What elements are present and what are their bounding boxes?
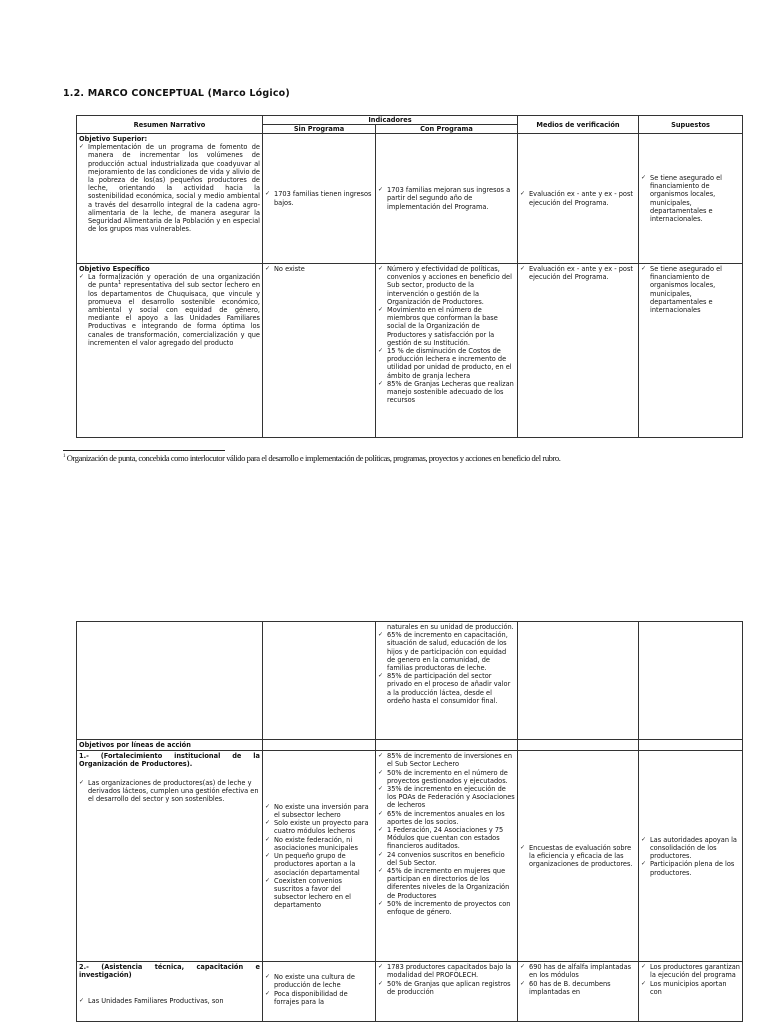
list-item: ✓ 50% de incremento de proyectos con enfoque de género. bbox=[378, 900, 515, 916]
list-item: ✓ Los productores garantizan la ejecución del programa bbox=[641, 963, 740, 979]
row-objetivo-superior bbox=[77, 134, 743, 264]
list-item: ✓ Evaluación ex - ante y ex - post ejecución del Programa. bbox=[520, 265, 636, 281]
list-item: ✓ Evaluación ex - ante y ex - post ejecución del Programa. bbox=[520, 190, 636, 206]
logical-framework-table-continued bbox=[76, 621, 743, 1022]
list-item: ✓ Solo existe un proyecto para cuatro módulos lecheros bbox=[265, 819, 373, 835]
footnote-ref: 1 bbox=[118, 280, 122, 287]
header-resumen: Resumen Narrativo bbox=[77, 116, 263, 134]
row-title: Objetivo Específico bbox=[79, 265, 150, 273]
row-lineas-title bbox=[77, 740, 743, 751]
list-item: ✓ Las autoridades apoyan la consolidación de los productores. bbox=[641, 836, 740, 861]
list-item: ✓ 45% de incremento en mujeres que participan en directorios de los diferentes niveles de la Organización de Productores bbox=[378, 867, 515, 900]
cell-sin-linea2 bbox=[263, 962, 376, 1022]
list-item: ✓ Los municipios aportan con bbox=[641, 980, 740, 996]
list-item: ✓ 690 has de alfalfa implantadas en los módulos bbox=[520, 963, 636, 979]
list-item: ✓ 24 convenios suscritos en beneficio del Sub Sector. bbox=[378, 851, 515, 867]
lineas-title: Objetivos por líneas de acción bbox=[77, 740, 263, 751]
cell-con-linea2 bbox=[376, 962, 518, 1022]
cell-supuestos-superior bbox=[639, 134, 743, 264]
list-item: ✓ 85% de participación del sector privado en el proceso de añadir valor a la producción láctea, desde el ordeño hasta el consumidor final. bbox=[378, 672, 515, 705]
row-title: 2.- (Asistencia técnica, capacitación e investigación) bbox=[79, 963, 260, 980]
cell-supuestos-linea1 bbox=[639, 751, 743, 962]
footnote bbox=[63, 453, 753, 463]
list-item: ✓ No existe federación, ni asociaciones municipales bbox=[265, 836, 373, 852]
cell-resumen-especifico bbox=[77, 264, 263, 438]
footnote-text: Organización de punta, concebida como interlocutor válido para el desarrollo e implementación de políticas, programas, proyectos y acciones en beneficio del rubro. bbox=[65, 453, 561, 463]
list-item: ✓ 35% de incremento en ejecución de los POAs de Federación y Asociaciones de lecheros bbox=[378, 785, 515, 810]
header-indicadores: Indicadores bbox=[263, 116, 518, 125]
header-con-programa: Con Programa bbox=[376, 125, 518, 134]
list-item: ✓ 1783 productores capacitados bajo la modalidad del PROFOLECH. bbox=[378, 963, 515, 979]
list-item: ✓ La formalización y operación de una organización de punta$^1$ representativa del sub sector lechero en los departamentos de Chuquisaca, que vincule y promueva el desarrollo sostenible económico, ambiental y social con equidad de género, mediante el apoyo a las Unidades Familiares Productivas e integrando de forma óptima los canales de transformación, comercialización y que incrementen el valor agregado del producto bbox=[79, 273, 260, 347]
row-objetivo-especifico bbox=[77, 264, 743, 438]
row-linea-2 bbox=[77, 962, 743, 1022]
cell-sin-linea1 bbox=[263, 751, 376, 962]
list-item: ✓ Se tiene asegurado el financiamiento de organismos locales, municipales, departamentales e internacionales bbox=[641, 265, 740, 314]
cell-empty bbox=[263, 622, 376, 740]
cell-con-continuation bbox=[376, 622, 518, 740]
cell-empty bbox=[77, 622, 263, 740]
list-item: ✓ Coexisten convenios suscritos a favor del subsector lechero en el departamento bbox=[265, 877, 373, 910]
list-item: naturales en su unidad de producción. bbox=[387, 623, 514, 631]
list-item: ✓ 85% de incremento de inversiones en el Sub Sector Lechero bbox=[378, 752, 515, 768]
logical-framework-table bbox=[76, 115, 743, 438]
row-continuation bbox=[77, 622, 743, 740]
list-item: ✓ 1703 familias mejoran sus ingresos a partir del segundo año de implementación del Programa. bbox=[378, 186, 515, 211]
list-item: ✓ 1703 familias tienen ingresos bajos. bbox=[265, 190, 373, 206]
list-item: ✓ 50% de Granjas que aplican registros de producción bbox=[378, 980, 515, 996]
cell-empty bbox=[518, 622, 639, 740]
list-item: ✓ Movimiento en el número de miembros que conforman la base social de la Organización de Productores y satisfacción por la gestión de su Institución. bbox=[378, 306, 515, 347]
header-supuestos: Supuestos bbox=[639, 116, 743, 134]
list-item: ✓ Participación plena de los productores. bbox=[641, 860, 740, 876]
cell-resumen-linea2 bbox=[77, 962, 263, 1022]
cell-sin-superior bbox=[263, 134, 376, 264]
list-item: ✓ 15 % de disminución de Costos de producción lechera e incremento de utilidad por unidad de producto, en el ámbito de granja lechera bbox=[378, 347, 515, 380]
list-item: ✓ 1 Federación, 24 Asociaciones y 75 Módulos que cuentan con estados financieros auditados. bbox=[378, 826, 515, 851]
list-item: ✓ Se tiene asegurado el financiamiento de organismos locales, municipales, departamentales e internacionales. bbox=[641, 174, 740, 223]
footnote-divider bbox=[63, 450, 225, 451]
header-sin-programa: Sin Programa bbox=[263, 125, 376, 134]
cell-medios-linea1 bbox=[518, 751, 639, 962]
cell-supuestos-linea2 bbox=[639, 962, 743, 1022]
list-item: ✓ Un pequeño grupo de productores aportan a la asociación departamental bbox=[265, 852, 373, 877]
header-medios: Medios de verificación bbox=[518, 116, 639, 134]
list-item: ✓ Poca disponibilidad de forrajes para la bbox=[265, 990, 373, 1006]
list-item: ✓ No existe una cultura de producción de leche bbox=[265, 973, 373, 989]
list-item: ✓ 50% de incremento en el número de proyectos gestionados y ejecutados. bbox=[378, 769, 515, 785]
row-title: 1.- (Fortalecimiento institucional de la Organización de Productores). bbox=[79, 752, 260, 769]
list-item: ✓ 85% de Granjas Lecheras que realizan manejo sostenible adecuado de los recursos bbox=[378, 380, 515, 405]
cell-resumen-linea1 bbox=[77, 751, 263, 962]
cell-con-superior bbox=[376, 134, 518, 264]
footnote-mark: 1 bbox=[63, 454, 66, 460]
list-item: ✓ Número y efectividad de políticas, convenios y acciones en beneficio del Sub sector, producto de la intervención o gestión de la Organización de Productores. bbox=[378, 265, 515, 306]
cell-sin-especifico bbox=[263, 264, 376, 438]
cell-con-especifico bbox=[376, 264, 518, 438]
cell-medios-linea2 bbox=[518, 962, 639, 1022]
list-item: ✓ 65% de incrementos anuales en los aportes de los socios. bbox=[378, 810, 515, 826]
cell-resumen-superior bbox=[77, 134, 263, 264]
list-item: ✓ Encuestas de evaluación sobre la eficiencia y eficacia de las organizaciones de productores. bbox=[520, 844, 636, 869]
list-item: ✓ 65% de incremento en capacitación, situación de salud, educación de los hijos y de participación con equidad de genero en la comunidad, de familias productoras de leche. bbox=[378, 631, 515, 672]
list-item: ✓ Las Unidades Familiares Productivas, son bbox=[79, 997, 260, 1005]
list-item: ✓ Implementación de un programa de fomento de manera de incrementar los volúmenes de producción actual industrializada que coadyuvar al mejoramiento de las condiciones de vida y alivio de la pobreza de los(as) pequeños productores de leche, orientando la actividad hacia la sostenibilidad económica, social y medio ambiental a través del desarrollo integral de la cadena agro-alimentaria de la leche, de manera asegurar la Seguridad Alimentaria de la Población y en especial de los grupos mas vulnerables. bbox=[79, 143, 260, 233]
list-item: ✓ 60 has de B. decumbens implantadas en bbox=[520, 980, 636, 996]
cell-con-linea1 bbox=[376, 751, 518, 962]
list-item: ✓ No existe una inversión para el subsector lechero bbox=[265, 803, 373, 819]
cell-supuestos-especifico bbox=[639, 264, 743, 438]
row-linea-1 bbox=[77, 751, 743, 962]
row-title: Objetivo Superior: bbox=[79, 135, 148, 143]
cell-empty bbox=[639, 622, 743, 740]
cell-medios-superior bbox=[518, 134, 639, 264]
cell-medios-especifico bbox=[518, 264, 639, 438]
list-item: ✓ Las organizaciones de productores(as) de leche y derivados lácteos, cumplen una gestión efectiva en el desarrollo del sector y son sostenibles. bbox=[79, 779, 260, 804]
section-heading: 1.2. MARCO CONCEPTUAL (Marco Lógico) bbox=[63, 88, 290, 99]
list-item: ✓ No existe bbox=[265, 265, 373, 273]
